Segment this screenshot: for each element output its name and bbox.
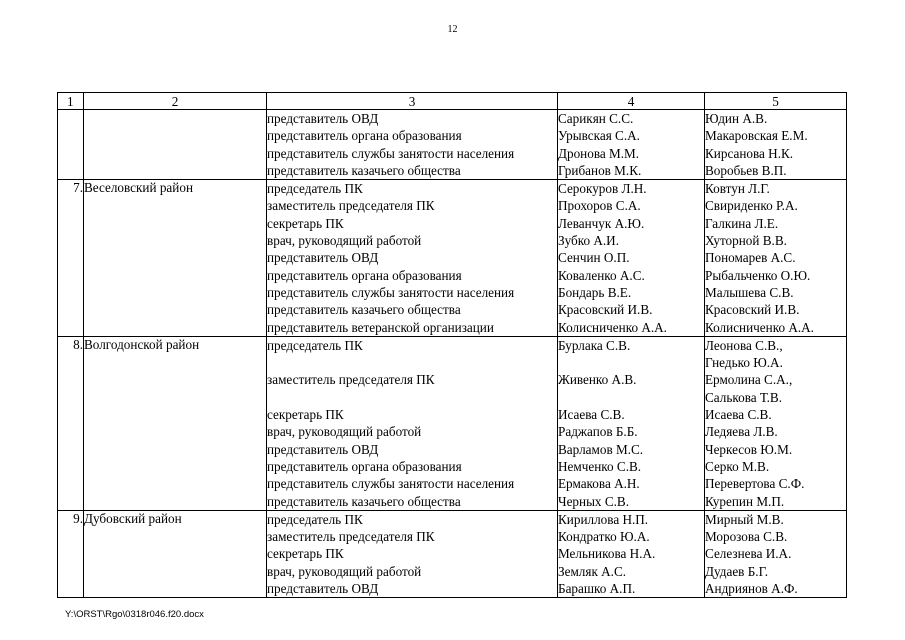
reserve-member-name: Рыбальченко О.Ю.: [705, 267, 811, 283]
role-line: представитель ОВД: [267, 250, 379, 266]
role-line: секретарь ПК: [267, 407, 344, 423]
reserve-member-name: Черкесов Ю.М.: [705, 441, 793, 457]
commission-table: [57, 92, 847, 598]
reserve-member-name: Ермолина С.А.,: [705, 372, 793, 388]
col5-cell: [705, 510, 847, 597]
reserve-member-name: Леонова С.В.,: [705, 337, 783, 353]
member-name: Дронова М.М.: [558, 145, 640, 161]
reserve-member-name: Пономарев А.С.: [705, 250, 796, 266]
member-name: Бондарь В.Е.: [558, 284, 632, 300]
member-name: [558, 389, 704, 406]
row-number: [58, 110, 84, 180]
member-name: Черных С.В.: [558, 493, 630, 509]
reserve-member-name: Мирный М.В.: [705, 511, 784, 527]
role-line: председатель ПК: [267, 511, 363, 527]
district-name: Волгодонской район: [84, 336, 267, 510]
table-row: [58, 110, 847, 180]
role-line: секретарь ПК: [267, 215, 344, 231]
role-line: врач, руководящий работой: [267, 563, 422, 579]
role-line: секретарь ПК: [267, 546, 344, 562]
role-line: врач, руководящий работой: [267, 424, 422, 440]
reserve-member-name: Макаровская Е.М.: [705, 128, 808, 144]
member-name: Красовский И.В.: [558, 302, 653, 318]
member-name: Зубко А.И.: [558, 233, 620, 249]
reserve-member-name: Гнедько Ю.А.: [705, 355, 783, 371]
row-number: 9.: [58, 510, 84, 597]
member-name: Прохоров С.А.: [558, 198, 641, 214]
reserve-member-name: Серко М.В.: [705, 458, 770, 474]
member-name: Земляк А.С.: [558, 563, 627, 579]
reserve-member-name: Селезнева И.А.: [705, 546, 792, 562]
reserve-member-name: Морозова С.В.: [705, 529, 788, 545]
file-path-footer: Y:\ORST\Rgo\0318r046.f20.docx: [65, 609, 204, 620]
roles-cell: [267, 110, 558, 180]
role-line: представитель ОВД: [267, 441, 379, 457]
table-row: [58, 336, 847, 510]
col4-cell: [558, 110, 705, 180]
row-number: 8.: [58, 336, 84, 510]
roles-cell: [267, 510, 558, 597]
role-line: [267, 354, 557, 371]
reserve-member-name: Свириденко Р.А.: [705, 198, 798, 214]
role-line: представитель органа образования: [267, 128, 462, 144]
member-name: Леванчук А.Ю.: [558, 215, 645, 231]
member-name: Барашко А.П.: [558, 581, 636, 597]
role-line: представитель службы занятости населения: [267, 476, 515, 492]
reserve-member-name: Галкина Л.Е.: [705, 215, 779, 231]
roles-cell: [267, 336, 558, 510]
table-row: [58, 510, 847, 597]
header-col-3: 3: [267, 93, 558, 110]
role-line: представитель органа образования: [267, 267, 462, 283]
reserve-member-name: Воробьев В.П.: [705, 162, 787, 178]
reserve-member-name: Андриянов А.Ф.: [705, 581, 798, 597]
member-name: Колисниченко А.А.: [558, 319, 667, 335]
header-row: [58, 93, 847, 110]
role-line: представитель ОВД: [267, 111, 379, 126]
role-line: представитель службы занятости населения: [267, 284, 515, 300]
reserve-member-name: Ковтун Л.Г.: [705, 181, 770, 197]
table-row: [58, 180, 847, 337]
col4-cell: [558, 510, 705, 597]
role-line: заместитель председателя ПК: [267, 372, 435, 388]
roles-cell: [267, 180, 558, 337]
col5-cell: [705, 110, 847, 180]
role-line: председатель ПК: [267, 181, 363, 197]
member-name: Сарикян С.С.: [558, 111, 634, 126]
reserve-member-name: Хуторной В.В.: [705, 233, 787, 249]
page-number: 12: [447, 24, 458, 35]
role-line: [267, 389, 557, 406]
role-line: врач, руководящий работой: [267, 233, 422, 249]
reserve-member-name: Ледяева Л.В.: [705, 424, 778, 440]
role-line: представитель службы занятости населения: [267, 145, 515, 161]
district-name: Дубовский район: [84, 510, 267, 597]
header-col-1: 1: [58, 93, 84, 110]
member-name: Живенко А.В.: [558, 372, 637, 388]
reserve-member-name: Курепин М.П.: [705, 493, 785, 509]
role-line: представитель казачьего общества: [267, 302, 461, 318]
reserve-member-name: Дудаев Б.Г.: [705, 563, 768, 579]
member-name: Грибанов М.К.: [558, 162, 642, 178]
member-name: Кондратко Ю.А.: [558, 529, 650, 545]
reserve-member-name: Красовский И.В.: [705, 302, 800, 318]
member-name: Варламов М.С.: [558, 441, 644, 457]
role-line: представитель казачьего общества: [267, 493, 461, 509]
district-name: Веселовский район: [84, 180, 267, 337]
member-name: Сенчин О.П.: [558, 250, 630, 266]
member-name: [558, 354, 704, 371]
member-name: Урывская С.А.: [558, 128, 640, 144]
header-col-5: 5: [705, 93, 847, 110]
member-name: Ермакова А.Н.: [558, 476, 640, 492]
role-line: представитель ОВД: [267, 581, 379, 597]
reserve-member-name: Малышева С.В.: [705, 284, 794, 300]
col5-cell: [705, 336, 847, 510]
role-line: представитель органа образования: [267, 458, 462, 474]
role-line: заместитель председателя ПК: [267, 529, 435, 545]
header-col-2: 2: [84, 93, 267, 110]
col4-cell: [558, 180, 705, 337]
role-line: председатель ПК: [267, 337, 363, 353]
member-name: Мельникова Н.А.: [558, 546, 656, 562]
reserve-member-name: Исаева С.В.: [705, 407, 772, 423]
member-name: Серокуров Л.Н.: [558, 181, 647, 197]
role-line: заместитель председателя ПК: [267, 198, 435, 214]
member-name: Бурлака С.В.: [558, 337, 631, 353]
role-line: представитель ветеранской организации: [267, 319, 494, 335]
member-name: Раджапов Б.Б.: [558, 424, 638, 440]
district-name: [84, 110, 267, 180]
reserve-member-name: Перевертова С.Ф.: [705, 476, 805, 492]
header-col-4: 4: [558, 93, 705, 110]
col5-cell: [705, 180, 847, 337]
role-line: представитель казачьего общества: [267, 162, 461, 178]
row-number: 7.: [58, 180, 84, 337]
member-name: Кириллова Н.П.: [558, 511, 649, 527]
reserve-member-name: Колисниченко А.А.: [705, 319, 814, 335]
member-name: Исаева С.В.: [558, 407, 625, 423]
reserve-member-name: Салькова Т.В.: [705, 389, 783, 405]
col4-cell: [558, 336, 705, 510]
member-name: Коваленко А.С.: [558, 267, 645, 283]
member-name: Немченко С.В.: [558, 458, 642, 474]
table-body: [58, 110, 847, 598]
reserve-member-name: Юдин А.В.: [705, 111, 768, 126]
reserve-member-name: Кирсанова Н.К.: [705, 145, 794, 161]
